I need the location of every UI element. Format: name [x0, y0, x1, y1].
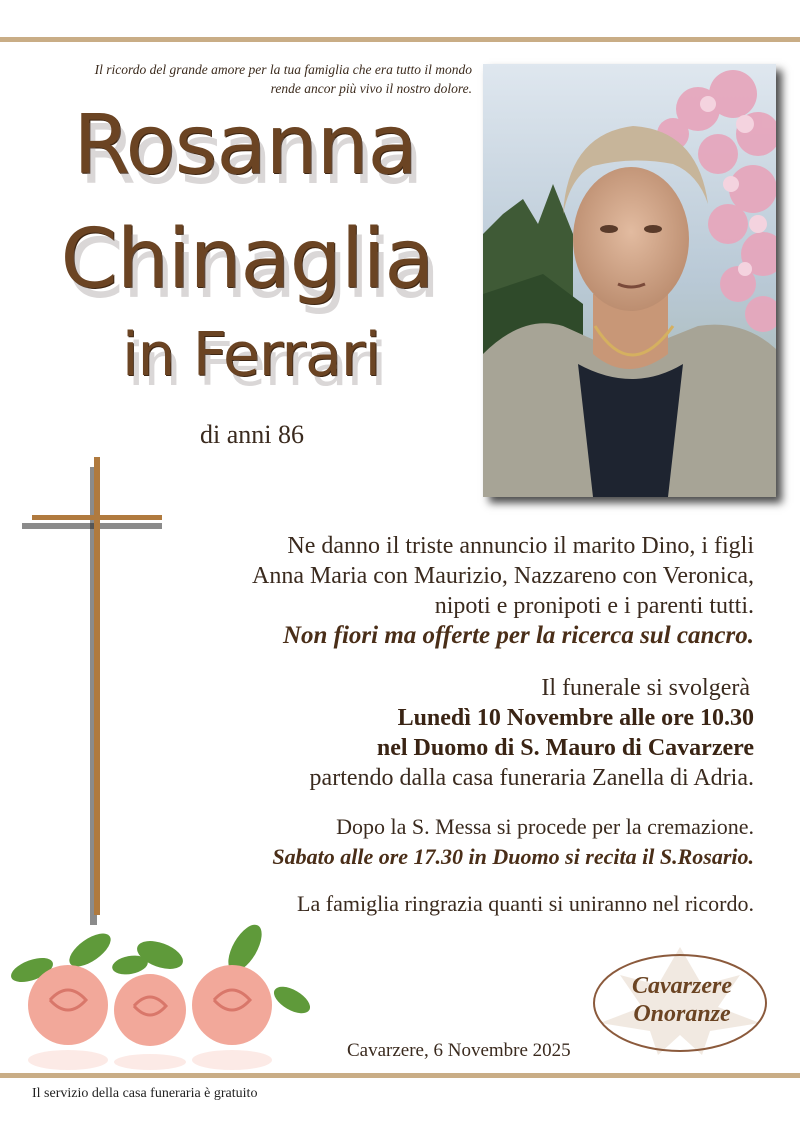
- footer-note: Il servizio della casa funeraria è gratuito: [32, 1086, 258, 1101]
- cross-icon: [18, 455, 168, 927]
- brand-line-1: Cavarzere: [632, 973, 732, 999]
- announcement-line-2: Anna Maria con Maurizio, Nazzareno con Veronica,: [251, 563, 754, 589]
- epigraph: [10, 60, 472, 98]
- dateline: Cavarzere, 6 Novembre 2025: [347, 1040, 571, 1061]
- thanks-note: [297, 889, 754, 919]
- donation-request: Non fiori ma offerte per la ricerca sul cancro.: [282, 622, 754, 649]
- mass-details: [272, 812, 754, 872]
- funeral-departure: partendo dalla casa funeraria Zanella di Adria.: [309, 765, 754, 791]
- married-name: in Ferrari: [121, 320, 381, 390]
- funeral-date: Lunedì 10 Novembre alle ore 10.30: [397, 705, 754, 731]
- funeral-intro: Il funerale si svolgerà: [541, 675, 750, 701]
- epigraph-line-2: rende ancor più vivo il nostro dolore.: [270, 81, 472, 96]
- brand-name: [594, 972, 770, 1028]
- funeral-location: nel Duomo di S. Mauro di Cavarzere: [376, 735, 754, 761]
- thanks-text: La famiglia ringrazia quanti si uniranno nel ricordo.: [297, 891, 754, 916]
- top-divider: [0, 37, 800, 42]
- rosary-note: Sabato alle ore 17.30 in Duomo si recita il S.Rosario.: [272, 844, 754, 869]
- announcement-line-1: Ne danno il triste annuncio il marito Dino, i figli: [287, 533, 754, 559]
- announcement-line-3: nipoti e pronipoti e i parenti tutti.: [434, 593, 754, 619]
- brand-line-2: Onoranze: [633, 1001, 731, 1027]
- age: di anni 86: [200, 420, 304, 449]
- funeral-details: [310, 673, 754, 793]
- cremation-note: Dopo la S. Messa si procede per la cremazione.: [336, 814, 754, 839]
- announcement: [252, 531, 754, 651]
- bottom-divider: [0, 1073, 800, 1078]
- first-name: Rosanna: [73, 98, 417, 193]
- roses-icon: [10, 920, 310, 1070]
- last-name: Chinaglia: [60, 212, 434, 307]
- portrait-photo: [483, 64, 776, 497]
- epigraph-line-1: Il ricordo del grande amore per la tua famiglia che era tutto il mondo: [94, 62, 472, 77]
